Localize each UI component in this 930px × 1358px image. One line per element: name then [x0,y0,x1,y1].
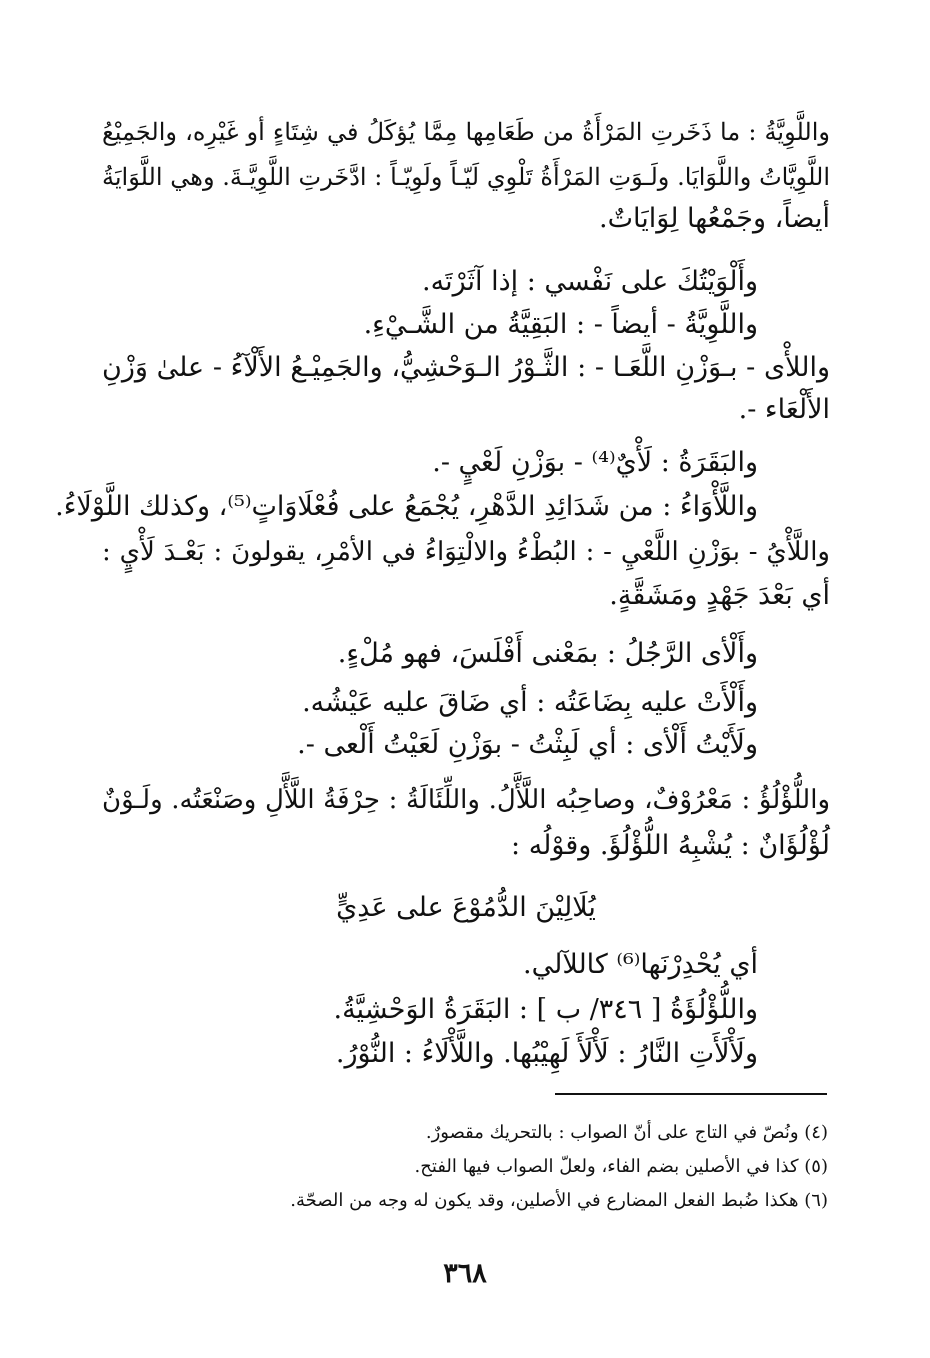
text-line: ولَأَيْتُ أَلْأى : أي لَبِثْتُ - بوَزْنِ لَعَيْتُ أَلْعى -. [297,729,758,760]
text-line: أي بَعْدَ جَهْدٍ ومَشَقَّةٍ. [609,580,830,611]
text-line: واللُّؤْلُؤَةُ [ ٣٤٦/ ب ] : البَقَرَةُ الوَحْشِيَّةُ. [333,994,758,1025]
text-line: واللُّؤْلُؤُ : مَعْرُوْفٌ، وصاحِبُه اللَّأَّلُ. واللِّئَالَةُ : حِرْفَةُ اللَّأَّلِ وصَنْعَتُه. ولَـوْنٌ [102,785,830,815]
text-line: وأَلْأَتْ عليه بِضَاعَتُه : أي ضَاقَ عليه عَيْشُه. [302,687,758,718]
text-line: والبَقَرَةُ : لَأْيٌ⁽⁴⁾ - بوَزْنِ لَعْيٍ -. [432,447,758,478]
text-line: ولَأْلَأَتِ النَّارُ : لَأْلَأَ لَهِيْبُها. واللَّأْلَاءُ : النُّوْرُ. [335,1038,758,1069]
text-line: اللَّوِيَّاتُ واللَّوَايَا. ولَـوَتِ المَرْأَةُ تَلْوِي لَيّـاً ولَوِيّـاً : ادَّخَرتِ اللَّوِيَّـةَ. وهي اللَّوَايَةُ [102,163,830,191]
text-line: أي يُحْدِرْنَها⁽⁶⁾ كاللآلي. [523,949,758,980]
text-line: وأَلْأى الرَّجُلُ : بمَعْنى أَفْلَسَ، فهو مُلْءٍ. [337,638,758,669]
text-line: وأَلْوَيْتُكَ على نَفْسي : إذا آثَرْتَه. [422,266,758,297]
footnote: (٥) كذا في الأصلين بضم الفاء، ولعلّ الصواب فيها الفتح. [414,1156,828,1177]
text-line: واللَّأْيُ - بوَزْنِ اللَّعْيِ - : البُطْءُ والالْتِوَاءُ في الأمْرِ، يقولونَ : بَعْـدَ لَأْيٍ : [102,537,830,567]
text-line: واللَّوِيَّةُ - أيضاً - : البَقِيَّةُ من الشَّـيْءِ. [363,309,758,340]
text-line: لُؤْلُؤَانٌ : يُشْبِهُ اللُّؤْلُؤَ. وقوْلُه : [511,830,830,861]
footnote: (٤) ونُصّ في التاج على أنّ الصواب : بالتحريك مقصورٌ. [425,1122,828,1143]
footnote: (٦) هكذا ضُبط الفعل المضارع في الأصلين، وقد يكون له وجه من الصحّة. [290,1190,828,1211]
verse-line: يُلَالِيْنَ الدُّمُوْعَ على عَدِيٍّ [336,892,596,923]
page-number: ٣٦٨ [443,1258,487,1289]
text-line: واللَّأْوَاءُ : من شَدَائِدِ الدَّهْرِ، يُجْمَعُ على فُعْلَاوَاتٍ⁽⁵⁾، وكذلك اللَّوْلَاءُ. [55,491,758,522]
text-line: واللأْى - بـوَزْنِ اللَّعَـا - : الثَّـوْرُ الـوَحْشِيُّ، والجَمِيْـعُ الأَلْآءُ - علىٰ وَزْنِ [102,352,830,383]
footnote-divider [555,1093,827,1095]
text-line: الأَلْعَاء -. [738,394,830,425]
text-line: واللَّوِيَّةُ : ما ذَخَرتِ المَرْأَةُ من طَعَامِها مِمَّا يُؤكَلُ في شِتَاءٍ أو غَيْرِه، والجَمِيْعُ [102,118,830,146]
text-line: أيضاً، وجَمْعُها لِوَايَاتٌ. [599,203,830,234]
